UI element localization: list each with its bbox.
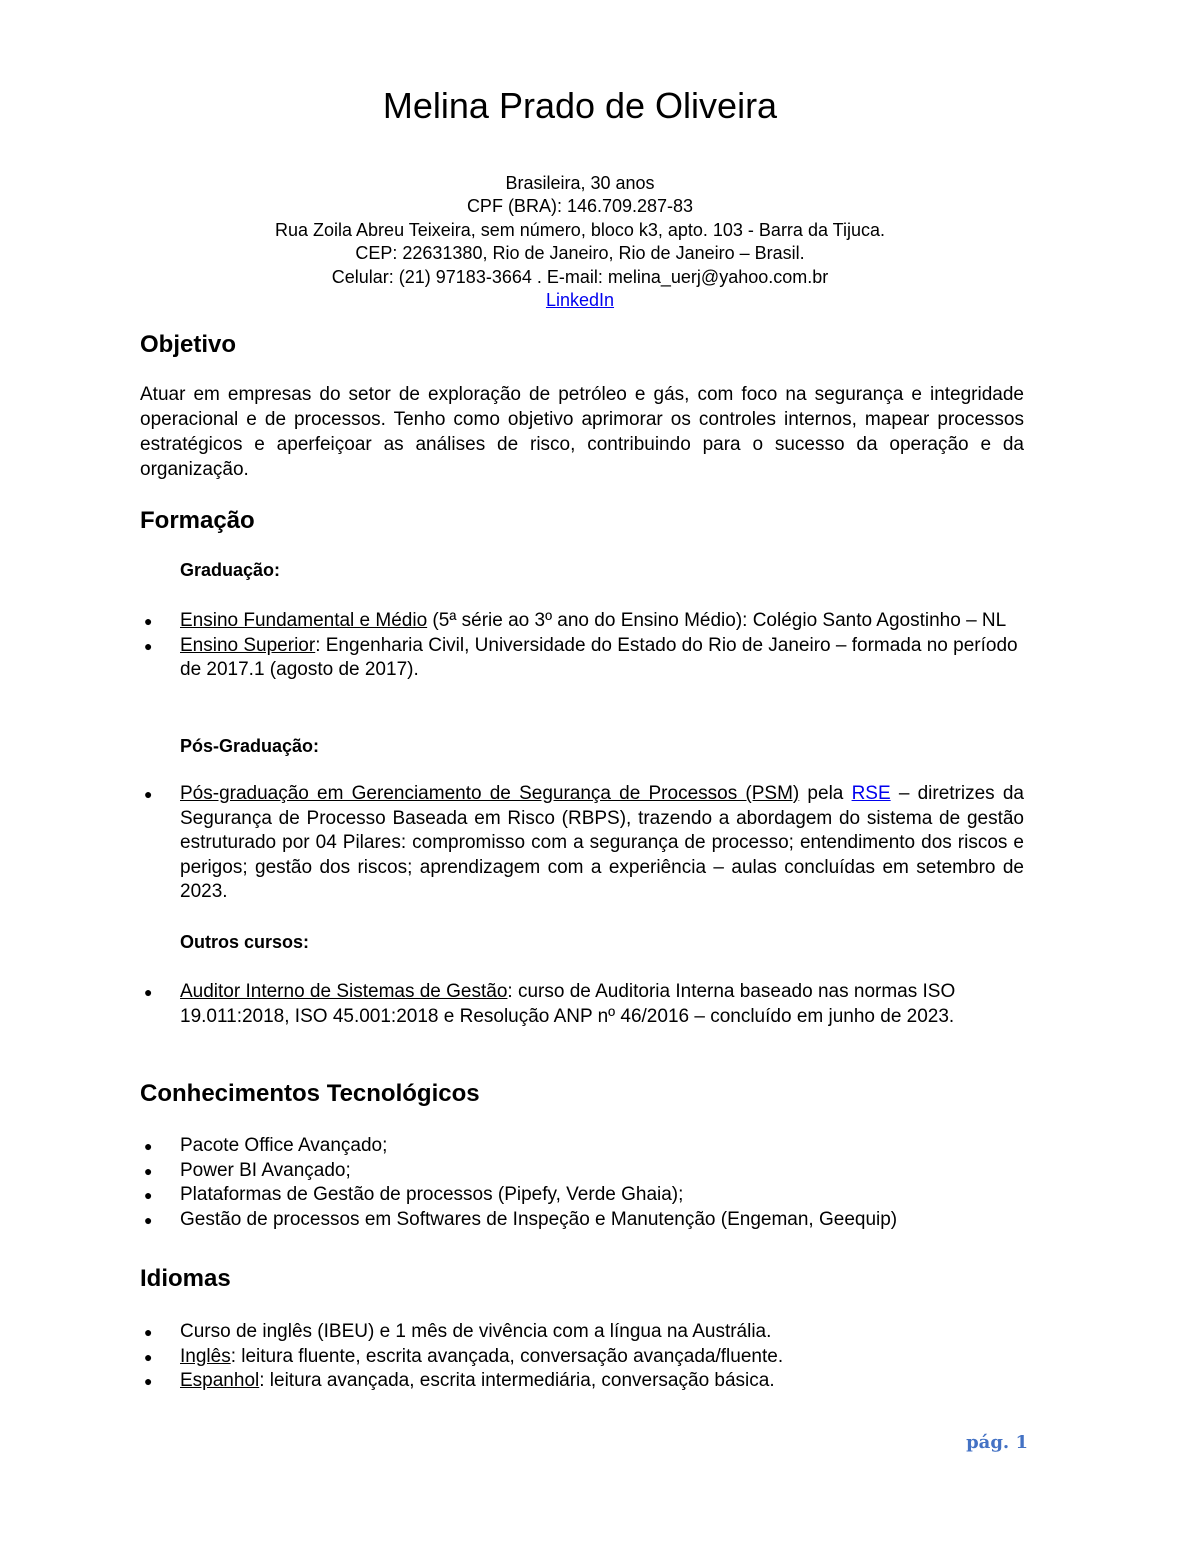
list-item bbox=[140, 1320, 1024, 1345]
list-item bbox=[140, 634, 1024, 683]
section-title-formacao: Formação bbox=[140, 507, 255, 534]
tecnologicos-list bbox=[140, 1134, 1024, 1232]
cpf: CPF (BRA): 146.709.287-83 bbox=[466, 196, 694, 217]
item-label: Ensino Fundamental e Médio bbox=[180, 610, 428, 631]
list-item bbox=[140, 609, 1024, 634]
section-title-objetivo: Objetivo bbox=[140, 331, 237, 358]
bullet-icon: ● bbox=[144, 1348, 153, 1365]
bullet-icon: ● bbox=[144, 637, 153, 654]
list-item bbox=[140, 1208, 1024, 1233]
bullet-icon: ● bbox=[144, 1324, 153, 1340]
bullet-icon: ● bbox=[144, 1187, 153, 1203]
subhead-graduacao: Graduação: bbox=[180, 560, 281, 580]
item-text: : leitura fluente, escrita avançada, conversação avançada/fluente. bbox=[230, 1345, 784, 1367]
address: Rua Zoila Abreu Teixeira, sem número, bloco k3, apto. 103 - Barra da Tijuca. bbox=[275, 219, 885, 240]
bullet-icon: ● bbox=[144, 984, 153, 1000]
item-label: Inglês bbox=[180, 1345, 231, 1367]
bullet-icon: ● bbox=[144, 1162, 153, 1179]
item-text: Curso de inglês (IBEU) e 1 mês de vivência com a língua na Austrália. bbox=[180, 1321, 772, 1342]
contact-block bbox=[0, 172, 1160, 312]
item-text: Plataformas de Gestão de processos (Pipefy, Verde Ghaia); bbox=[180, 1184, 684, 1205]
candidate-name: Melina Prado de Oliveira bbox=[382, 85, 778, 126]
item-text: Power BI Avançado; bbox=[180, 1159, 351, 1181]
cep: CEP: 22631380, Rio de Janeiro, Rio de Janeiro – Brasil. bbox=[355, 243, 805, 264]
list-item bbox=[140, 980, 1024, 1029]
list-item bbox=[140, 782, 1024, 905]
idiomas-list bbox=[140, 1320, 1024, 1394]
bullet-icon: ● bbox=[144, 1373, 153, 1389]
item-label: Pós-graduação em Gerenciamento de Segurança de Processos (PSM) bbox=[180, 783, 800, 804]
page-number: pág. 1 bbox=[966, 1432, 1028, 1453]
linkedin-link[interactable]: LinkedIn bbox=[545, 290, 615, 311]
list-item bbox=[140, 1134, 1024, 1159]
nationality-age: Brasileira, 30 anos bbox=[505, 173, 655, 193]
section-title-idiomas: Idiomas bbox=[140, 1265, 231, 1292]
item-text: (5ª série ao 3º ano do Ensino Médio): Colégio Santo Agostinho – NL bbox=[427, 610, 1007, 631]
pos-list bbox=[140, 782, 1024, 905]
item-text: – diretrizes da Segurança de Processo Baseada em Risco (RBPS), trazendo a abordagem do sistema de gestão estruturado por 04 Pilares: compromisso com a segurança de processo; entendimento dos riscos e perigos; gestão dos riscos; aprendizagem com a experiência – aulas concluídas em setembro de 2023. bbox=[180, 783, 1025, 902]
item-text: Pacote Office Avançado; bbox=[180, 1135, 388, 1156]
item-pre-link: pela bbox=[799, 783, 852, 804]
graduacao-list bbox=[140, 609, 1024, 683]
list-item bbox=[140, 1159, 1024, 1184]
bullet-icon: ● bbox=[144, 1138, 153, 1154]
item-label: Auditor Interno de Sistemas de Gestão bbox=[180, 981, 508, 1002]
bullet-icon: ● bbox=[144, 786, 153, 802]
item-text: Gestão de processos em Softwares de Inspeção e Manutenção (Engeman, Geequip) bbox=[180, 1208, 898, 1230]
rse-link[interactable]: RSE bbox=[851, 783, 891, 804]
item-text: : Engenharia Civil, Universidade do Estado do Rio de Janeiro – formada no período de 2017.1 (agosto de 2017). bbox=[180, 634, 1018, 680]
list-item bbox=[140, 1345, 1024, 1370]
subhead-pos-graduacao: Pós-Graduação: bbox=[180, 736, 320, 756]
objetivo-text: Atuar em empresas do setor de exploração de petróleo e gás, com foco na segurança e integridade operacional e de processos. Tenho como objetivo aprimorar os controles internos, mapear processos estratégicos e aperfeiçoar as análises de risco, contribuindo para o sucesso da operação e da organização. bbox=[140, 384, 1024, 480]
item-label: Ensino Superior bbox=[180, 634, 316, 656]
subhead-outros-cursos: Outros cursos: bbox=[180, 932, 310, 952]
phone-email: Celular: (21) 97183-3664 . E-mail: melina_uerj@yahoo.com.br bbox=[331, 266, 829, 287]
list-item bbox=[140, 1183, 1024, 1208]
list-item bbox=[140, 1369, 1024, 1394]
item-text: : curso de Auditoria Interna baseado nas normas ISO 19.011:2018, ISO 45.001:2018 e Resolução ANP nº 46/2016 – concluído em junho de 2023. bbox=[180, 981, 956, 1027]
section-title-tecnologicos: Conhecimentos Tecnológicos bbox=[140, 1080, 480, 1107]
outros-list bbox=[140, 980, 1024, 1029]
bullet-icon: ● bbox=[144, 1211, 153, 1228]
bullet-icon: ● bbox=[144, 613, 153, 629]
item-text: : leitura avançada, escrita intermediária, conversação básica. bbox=[259, 1370, 775, 1391]
item-label: Espanhol bbox=[180, 1370, 260, 1391]
